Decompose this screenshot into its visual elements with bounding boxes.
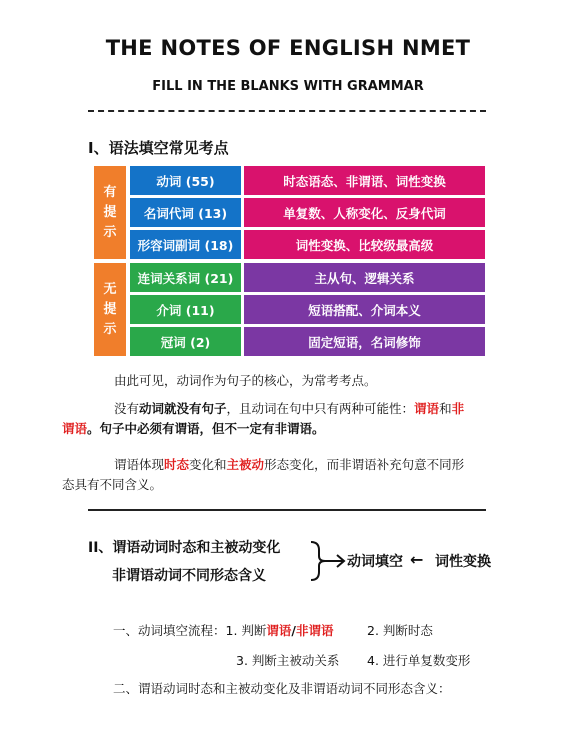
table-points: 短语搭配、介词本义 bbox=[244, 295, 485, 324]
table-category: 冠词 (2) bbox=[130, 327, 241, 356]
page-subtitle: FILL IN THE BLANKS WITH GRAMMAR bbox=[152, 79, 424, 94]
solid-divider bbox=[88, 509, 486, 511]
flow-step-4: 4. 进行单复数变形 bbox=[367, 653, 471, 668]
section1-heading: I、语法填空常见考点 bbox=[88, 139, 229, 157]
table-points: 时态语态、非谓语、词性变换 bbox=[244, 166, 485, 195]
item-two: 二、谓语动词时态和主被动变化及非谓语动词不同形态含义： bbox=[113, 681, 451, 696]
paragraph-predicate: 没有动词就没有句子，且动词在句中只有两种可能性：谓语和非 谓语。句子中必须有谓语，但不一定有非谓语。 bbox=[62, 401, 465, 436]
exam-points-table bbox=[94, 166, 485, 356]
table-category: 介词 (11) bbox=[130, 295, 241, 324]
table-points: 单复数、人称变化、反身代词 bbox=[244, 198, 485, 227]
table-points: 词性变换、比较级最高级 bbox=[244, 230, 485, 259]
page-title: THE NOTES OF ENGLISH NMET bbox=[105, 36, 471, 60]
left-arrow-icon: ← bbox=[410, 550, 424, 569]
paragraph-verb-core: 由此可见，动词作为句子的核心，为常考考点。 bbox=[114, 373, 377, 388]
table-category: 动词 (55) bbox=[130, 166, 241, 195]
dashed-divider bbox=[88, 110, 486, 112]
word-form-label: 词性变换 bbox=[435, 554, 491, 570]
brace-arrow-icon bbox=[309, 540, 347, 582]
flow-step-2: 2. 判断时态 bbox=[367, 623, 433, 638]
paragraph-tense-voice: 谓语体现时态变化和主被动形态变化，而非谓语补充句意不同形 态具有不同含义。 bbox=[62, 457, 465, 492]
group-label-unhinted: 无提示 bbox=[94, 263, 126, 356]
group-label-hinted: 有提示 bbox=[94, 166, 126, 259]
flow-step-3: 3. 判断主被动关系 bbox=[236, 653, 340, 668]
flow-step-1: 一、动词填空流程：1. 判断谓语/非谓语 bbox=[113, 623, 334, 638]
table-category: 名词代词 (13) bbox=[130, 198, 241, 227]
table-points: 固定短语，名词修饰 bbox=[244, 327, 485, 356]
section2-heading-line1: II、谓语动词时态和主被动变化 bbox=[88, 540, 281, 556]
section2-heading-line2: 非谓语动词不同形态含义 bbox=[112, 568, 266, 584]
verb-fill-label: 动词填空 bbox=[347, 554, 403, 570]
table-category: 形容词副词 (18) bbox=[130, 230, 241, 259]
table-category: 连词关系词 (21) bbox=[130, 263, 241, 292]
table-points: 主从句、逻辑关系 bbox=[244, 263, 485, 292]
